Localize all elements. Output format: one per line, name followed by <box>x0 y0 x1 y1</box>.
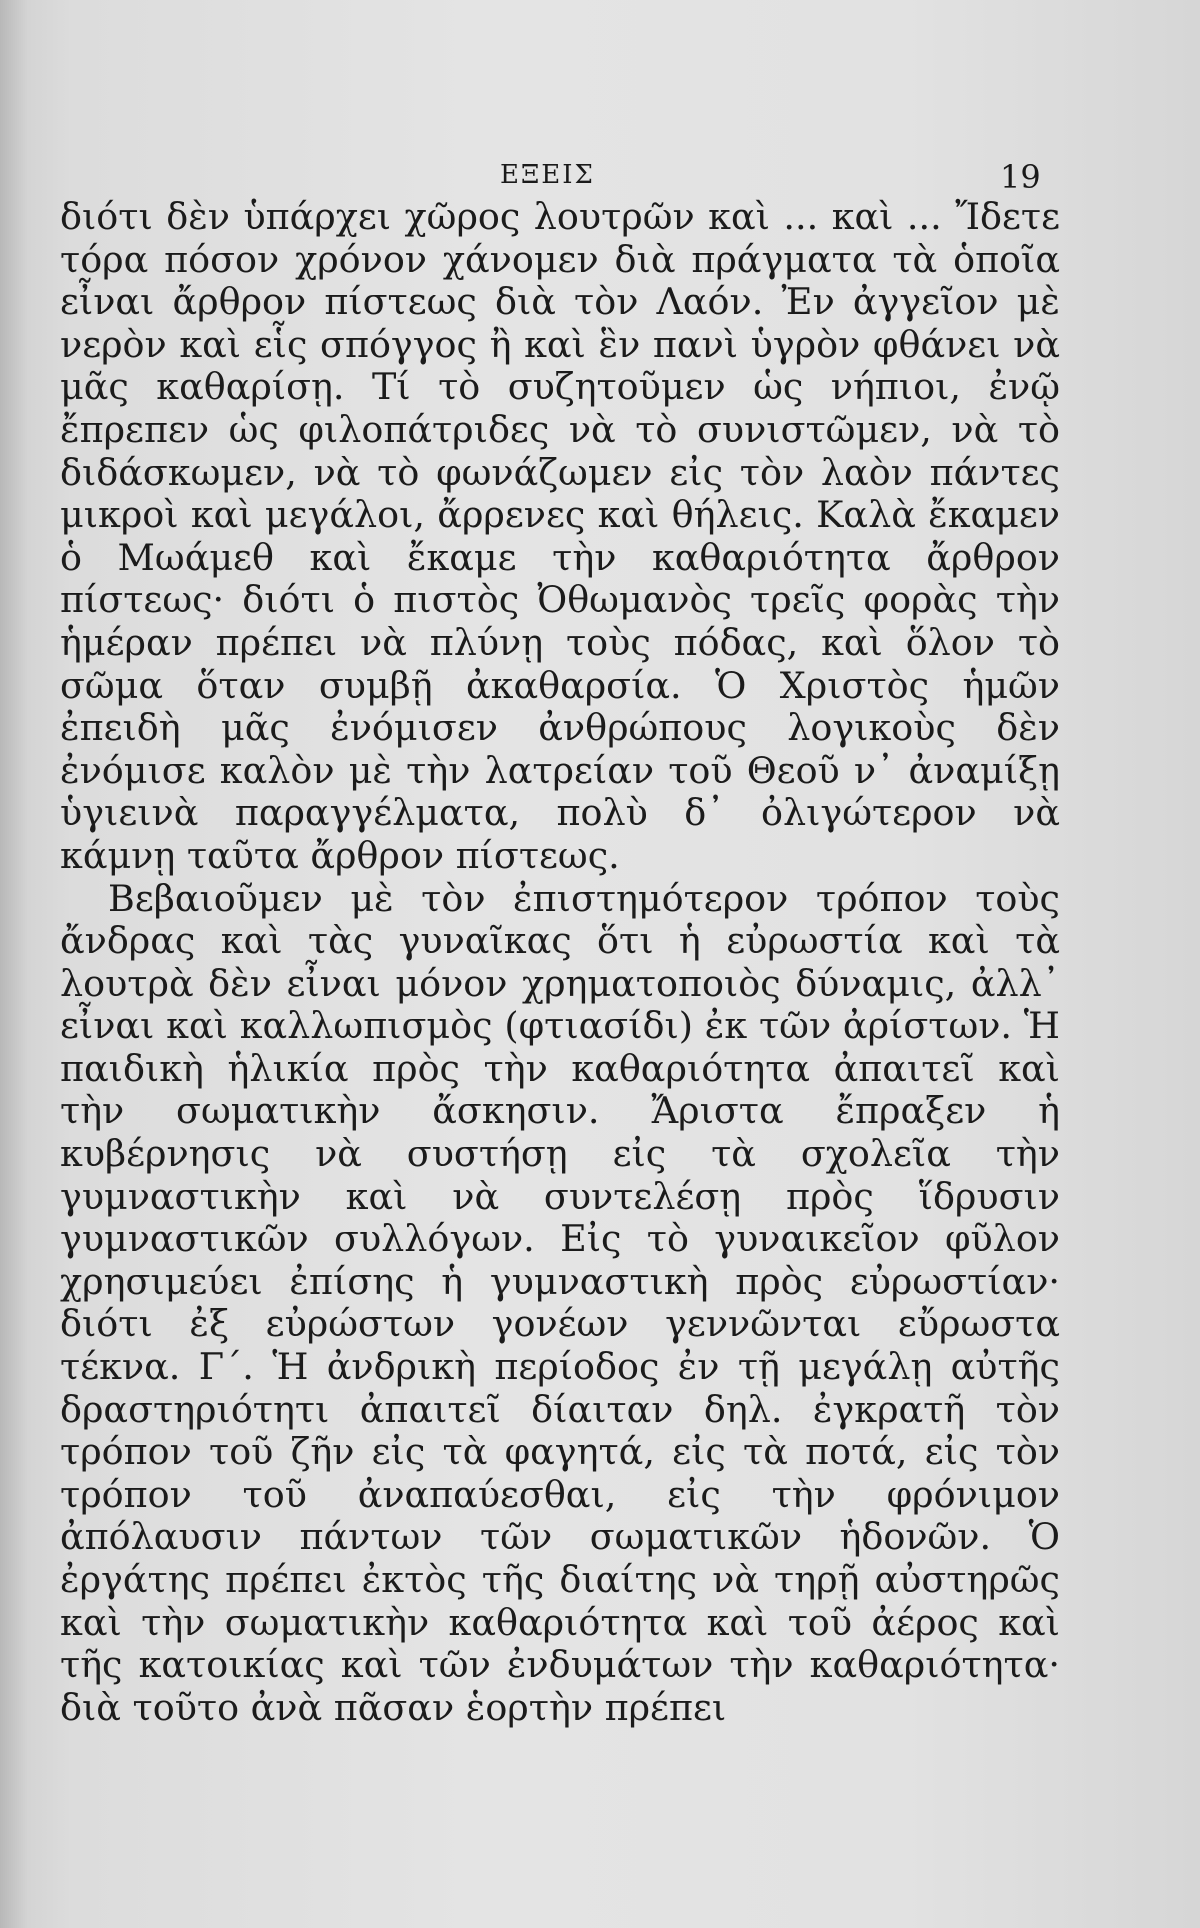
running-head: ΕΞΕΙΣ <box>500 160 595 190</box>
book-binding-shadow <box>0 0 28 1928</box>
paragraph-1: διότι δὲν ὑπάρχει χῶρος λουτρῶν καὶ ... καὶ ... Ἴδετε τόρα πόσον χρόνον χάνομεν διὰ πράγματα τὰ ὁποῖα εἶναι ἄρθρον πίστεως διὰ τὸν Λαόν. Ἐν ἀγγεῖον μὲ νερὸν καὶ εἷς σπόγγος ἢ καὶ ἓν πανὶ ὑγρὸν φθάνει νὰ μᾶς καθαρίσῃ. Τί τὸ συζητοῦμεν ὡς νήπιοι, ἐνῷ ἔπρεπεν ὡς φιλοπάτριδες νὰ τὸ συνιστῶμεν, νὰ τὸ διδάσκωμεν, νὰ τὸ φωνάζωμεν εἰς τὸν λαὸν πάντες μικροὶ καὶ μεγάλοι, ἄρρενες καὶ θήλεις. Καλὰ ἔκαμεν ὁ Μωάμεθ καὶ ἔκαμε τὴν καθαριότητα ἄρθρον πίστεως· διότι ὁ πιστὸς Ὀθωμανὸς τρεῖς φορὰς τὴν ἡμέραν πρέπει νὰ πλύνῃ τοὺς πόδας, καὶ ὅλον τὸ σῶμα ὅταν συμβῇ ἀκαθαρσία. Ὁ Χριστὸς ἡμῶν ἐπειδὴ μᾶς ἐνόμισεν ἀνθρώπους λογικοὺς δὲν ἐνόμισε καλὸν μὲ τὴν λατρείαν τοῦ Θεοῦ ν᾽ ἀναμίξῃ ὑγιεινὰ παραγγέλματα, πολὺ δ᾽ ὀλιγώτερον νὰ κάμνῃ ταῦτα ἄρθρον πίστεως. <box>60 195 1060 877</box>
page-number: 19 <box>1000 158 1041 196</box>
paragraph-2: Βεβαιοῦμεν μὲ τὸν ἐπιστημότερον τρόπον τοὺς ἄνδρας καὶ τὰς γυναῖκας ὅτι ἡ εὐρωστία καὶ τὰ λουτρὰ δὲν εἶναι μόνον χρηματοποιὸς δύναμις, ἀλλ᾽ εἶναι καὶ καλλωπισμὸς (φτιασίδι) ἐκ τῶν ἀρίστων. Ἡ παιδικὴ ἡλικία πρὸς τὴν καθαριότητα ἀπαιτεῖ καὶ τὴν σωματικὴν ἄσκησιν. Ἄριστα ἔπραξεν ἡ κυβέρνησις νὰ συστήσῃ εἰς τὰ σχολεῖα τὴν γυμναστικὴν καὶ νὰ συντελέσῃ πρὸς ἵδρυσιν γυμναστικῶν συλλόγων. Εἰς τὸ γυναικεῖον φῦλον χρησιμεύει ἐπίσης ἡ γυμναστικὴ πρὸς εὐρωστίαν· διότι ἐξ εὐρώστων γονέων γεννῶνται εὔρωστα τέκνα. Γ΄. Ἡ ἀνδρικὴ περίοδος ἐν τῇ μεγάλῃ αὐτῆς δραστηριότητι ἀπαιτεῖ δίαιταν δηλ. ἐγκρατῆ τὸν τρόπον τοῦ ζῆν εἰς τὰ φαγητά, εἰς τὰ ποτά, εἰς τὸν τρόπον τοῦ ἀναπαύεσθαι, εἰς τὴν φρόνιμον ἀπόλαυσιν πάντων τῶν σωματικῶν ἡδονῶν. Ὁ ἐργάτης πρέπει ἐκτὸς τῆς διαίτης νὰ τηρῇ αὐστηρῶς καὶ τὴν σωματικὴν καθαριότητα καὶ τοῦ ἀέρος καὶ τῆς κατοικίας καὶ τῶν ἐνδυμάτων τὴν καθαριότητα· διὰ τοῦτο ἀνὰ πᾶσαν ἑορτὴν πρέπει <box>60 876 1060 1729</box>
body-text <box>60 196 1060 1729</box>
page-header <box>0 160 1200 200</box>
